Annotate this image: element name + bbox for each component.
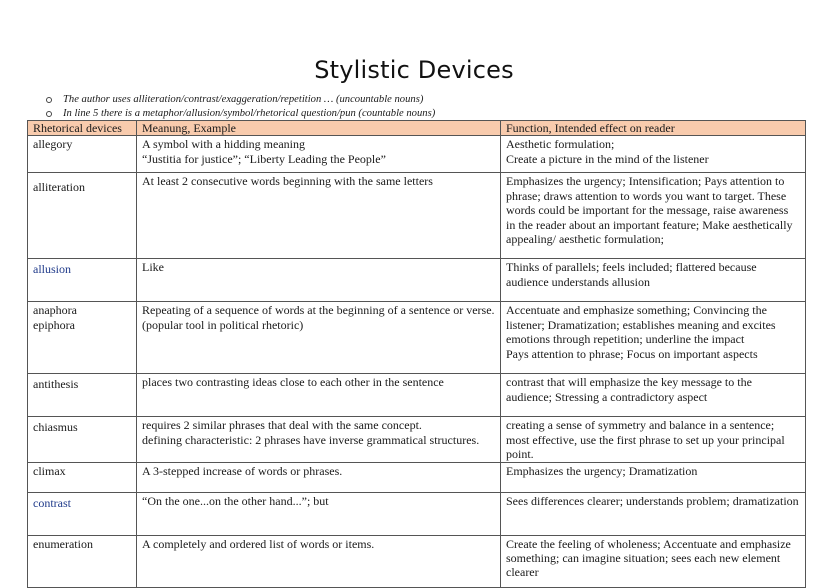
meaning-text: A symbol with a hidding meaning [142,137,305,152]
usage-notes [46,93,435,120]
table-row [28,302,806,374]
function-cell [501,374,806,417]
function-cell [501,302,806,374]
meaning-cell [137,462,501,492]
meaning-text: A 3-stepped increase of words or phrases. [142,463,343,478]
function-cell [501,417,806,462]
function-text: Aesthetic formulation; [506,137,615,152]
note-item [46,93,435,107]
meaning-cell [137,492,501,535]
device-cell [28,302,137,374]
column-header-meaning: Meanung, Example [137,121,501,136]
function-cell [501,462,806,492]
meaning-text: At least 2 consecutive words beginning with the same letters [142,174,433,189]
meaning-cell [137,173,501,259]
device-cell: contrast [28,492,137,535]
table-row [28,173,806,259]
device-cell: climax [28,462,137,492]
meaning-text: “On the one...on the other hand...”; but [142,493,329,508]
table-row [28,535,806,587]
function-cell [501,492,806,535]
table-row [28,259,806,302]
meaning-cell [137,417,501,462]
meaning-text: Like [142,260,164,275]
meaning-text: Repeating of a sequence of words at the beginning of a sentence or verse. (popular tool in political rhetoric) [142,303,495,332]
meaning-text: “Justitia for justice”; “Liberty Leading the People” [142,151,386,166]
meaning-cell [137,535,501,587]
function-cell [501,259,806,302]
meaning-text: requires 2 similar phrases that deal with the same concept. [142,418,422,433]
table-row [28,417,806,462]
function-text: Pays attention to phrase; Focus on important aspects [506,346,758,361]
function-cell [501,173,806,259]
function-cell [501,535,806,587]
device-cell: chiasmus [28,417,137,462]
device-cell: antithesis [28,374,137,417]
column-header-function: Function, Intended effect on reader [501,121,806,136]
table-row [28,492,806,535]
note-text: The author uses alliteration/contrast/exaggeration/repetition … (uncountable nouns) [63,94,424,105]
function-text: contrast that will emphasize the key message to the audience; Stressing a contradictory aspect [506,375,752,404]
function-cell [501,136,806,173]
meaning-text: A completely and ordered list of words or items. [142,536,375,551]
meaning-cell [137,374,501,417]
note-text: In line 5 there is a metaphor/allusion/symbol/rhetorical question/pun (countable nouns) [63,107,436,119]
meaning-cell [137,259,501,302]
meaning-text: defining characteristic: 2 phrases have inverse grammatical structures. [142,432,480,447]
function-text: Create the feeling of wholeness; Accentuate and emphasize something; can imagine situation; sees each new element clearer [506,536,791,580]
meaning-cell [137,302,501,374]
device-cell: enumeration [28,535,137,587]
bullet-circle-icon [46,111,52,117]
table-header-row [28,121,806,136]
function-text: creating a sense of symmetry and balance in a sentence; most effective, use the first phrase to set up your principal point. [506,418,785,462]
table-row [28,374,806,417]
function-text: Sees differences clearer; understands problem; dramatization [506,493,799,508]
table-row [28,136,806,173]
column-header-device: Rhetorical devices [28,121,137,136]
bullet-circle-icon [46,97,52,103]
meaning-cell [137,136,501,173]
stylistic-devices-table [27,120,806,588]
page-title: Stylistic Devices [314,56,514,84]
function-text: Create a picture in the mind of the listener [506,151,709,166]
device-cell: allusion [28,259,137,302]
function-text: Emphasizes the urgency; Intensification; Pays attention to phrase; draws attention to words you want to target. These words could be important for the message, raise awareness in the reader about an important feature; Make aesthetically appealing/ aesthetic formulation; [506,174,793,247]
meaning-text: places two contrasting ideas close to each other in the sentence [142,375,444,390]
device-cell: allegory [28,136,137,173]
table-row [28,462,806,492]
note-item [46,107,435,121]
function-text: Accentuate and emphasize something; Convincing the listener; Dramatization; establishes meaning and excites emotions through repetition; underline the impact [506,303,776,347]
device-text: epiphora [33,317,75,332]
function-text: Thinks of parallels; feels included; flattered because audience understands allusion [506,260,757,289]
device-cell: alliteration [28,173,137,259]
device-text: anaphora [33,303,77,318]
function-text: Emphasizes the urgency; Dramatization [506,463,698,478]
